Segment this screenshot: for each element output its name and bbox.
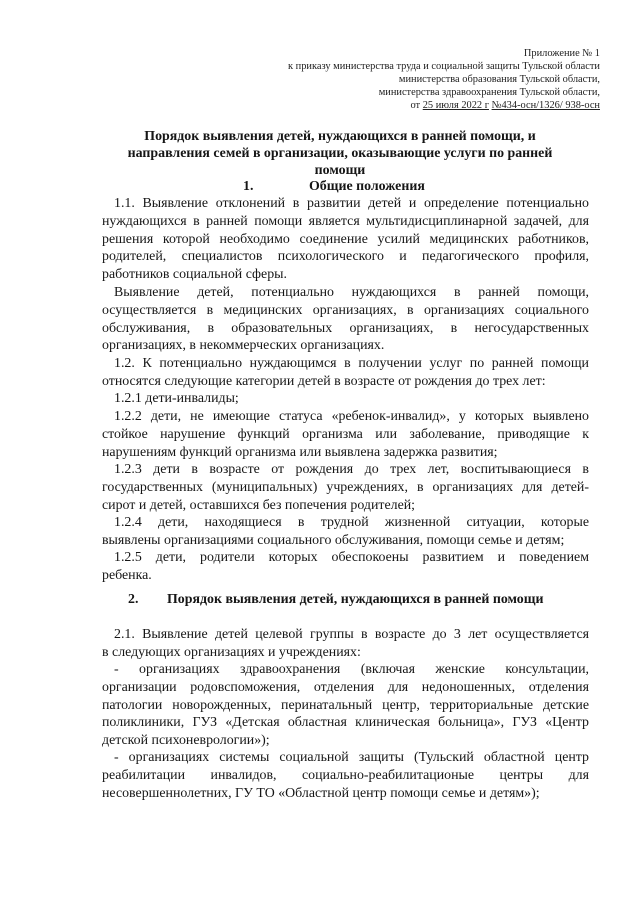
title-line: направления семей в организации, оказывающие услуги по ранней <box>127 146 553 161</box>
paragraph-line: обслуживания, в образовательных организациях, в негосударственных <box>102 320 589 336</box>
paragraph-line: 1.2.4 дети, находящиеся в трудной жизненной ситуации, которые <box>114 515 589 530</box>
header-date: 25 июля 2022 г <box>422 100 489 111</box>
paragraph-line: стойкое нарушение функций организма или заболевание, приводящие к <box>102 426 589 442</box>
paragraph-detection <box>102 284 589 355</box>
paragraph-line: решения которой необходимо соединение усилий медицинских работников, <box>102 231 589 247</box>
header-date-line <box>240 99 600 112</box>
paragraph-line: 1.1. Выявление отклонений в развитии детей и определение потенциально <box>114 196 589 211</box>
paragraph-line: 1.2.5 дети, родители которых обеспокоены развитием и поведением <box>114 550 589 565</box>
appendix-header <box>240 47 600 112</box>
paragraph-line: реабилитации инвалидов, социально-реабилитационые центры для <box>102 767 589 783</box>
paragraph-1-2-5 <box>102 549 589 585</box>
paragraph-line: 2.1. Выявление детей целевой группы в возрасте до 3 лет осуществляется <box>114 627 589 642</box>
paragraph-1-1 <box>102 195 589 284</box>
paragraph-line: родителей, специалистов психологического и педагогического профиля, <box>102 249 589 265</box>
paragraph-line: в следующих организациях и учреждениях: <box>102 644 361 660</box>
section-1-heading: Общие положения <box>309 179 425 194</box>
paragraph-line: организации родовспоможения, отделения для недоношенных, отделения <box>102 679 589 695</box>
section-2-heading: Порядок выявления детей, нуждающихся в ранней помощи <box>167 592 544 607</box>
header-date-prefix: от <box>410 100 423 111</box>
paragraph-line: патологии новорожденных, перинатальный центр, территориальные детские <box>102 697 589 713</box>
header-line: к приказу министерства труда и социальной защиты Тульской области <box>288 61 600 72</box>
header-line: министерства здравоохранения Тульской области, <box>378 87 600 98</box>
paragraph-social-protection <box>102 749 589 802</box>
paragraph-line: ребенка. <box>102 567 152 583</box>
paragraph-line: осуществляется в медицинских организациях, в организациях социального <box>102 302 589 318</box>
title-line: Порядок выявления детей, нуждающихся в ранней помощи, и <box>144 129 536 144</box>
paragraph-line: поликлиники, ГУЗ «Детская областная клиническая больница», ГУЗ «Центр <box>102 715 589 731</box>
paragraph-line: 1.2.1 дети-инвалиды; <box>114 391 239 406</box>
paragraph-line: 1.2.3 дети в возрасте от рождения до трех лет, воспитывающиеся в <box>114 462 589 477</box>
paragraph-2-1 <box>102 626 589 662</box>
paragraph-line: организациях, в некоммерческих организациях. <box>102 338 385 354</box>
paragraph-1-2 <box>102 355 589 391</box>
header-line: Приложение № 1 <box>523 48 600 59</box>
paragraph-line: детской психоневрологии»); <box>102 733 270 749</box>
paragraph-line: работников социальной сферы. <box>102 267 287 283</box>
header-line: министерства образования Тульской области, <box>398 74 600 85</box>
paragraph-line: сирот и детей, оставшихся без попечения родителей; <box>102 497 416 513</box>
paragraph-line: - организациях системы социальной защиты (Тульский областной центр <box>114 750 589 765</box>
paragraph-line: несовершеннолетних, ГУ ТО «Областной центр помощи семье и детям»); <box>102 785 540 801</box>
paragraph-line: нуждающихся в ранней помощи является мультидисциплинарной задачей, для <box>102 213 589 229</box>
paragraph-1-2-3 <box>102 461 589 514</box>
paragraph-line: выявлены организациями социального обслуживания, помощи семье и детям; <box>102 532 565 548</box>
paragraph-1-2-1 <box>102 390 589 408</box>
paragraph-line: Выявление детей, потенциально нуждающихся в ранней помощи, <box>114 285 589 300</box>
header-order-number: №434-осн/1326/ 938-осн <box>491 100 600 111</box>
paragraph-line: - организациях здравоохранения (включая женские консультации, <box>114 662 589 677</box>
paragraph-line: 1.2. К потенциально нуждающимся в получении услуг по ранней помощи <box>114 356 589 371</box>
paragraph-line: государственных (муниципальных) учреждениях, в организациях для детей- <box>102 479 589 495</box>
title-line: помощи <box>314 163 366 178</box>
paragraph-line: нарушениям функций организма или выявлена задержка развития; <box>102 444 498 460</box>
paragraph-line: относятся следующие категории детей в возрасте от рождения до трех лет: <box>102 373 546 389</box>
paragraph-line: 1.2.2 дети, не имеющие статуса «ребенок-инвалид», у которых выявлено <box>114 409 589 424</box>
section-2-number: 2. <box>128 592 139 607</box>
paragraph-1-2-4 <box>102 514 589 550</box>
paragraph-1-2-2 <box>102 408 589 461</box>
paragraph-healthcare <box>102 661 589 750</box>
document-title <box>90 128 590 179</box>
section-1-number: 1. <box>243 179 254 194</box>
